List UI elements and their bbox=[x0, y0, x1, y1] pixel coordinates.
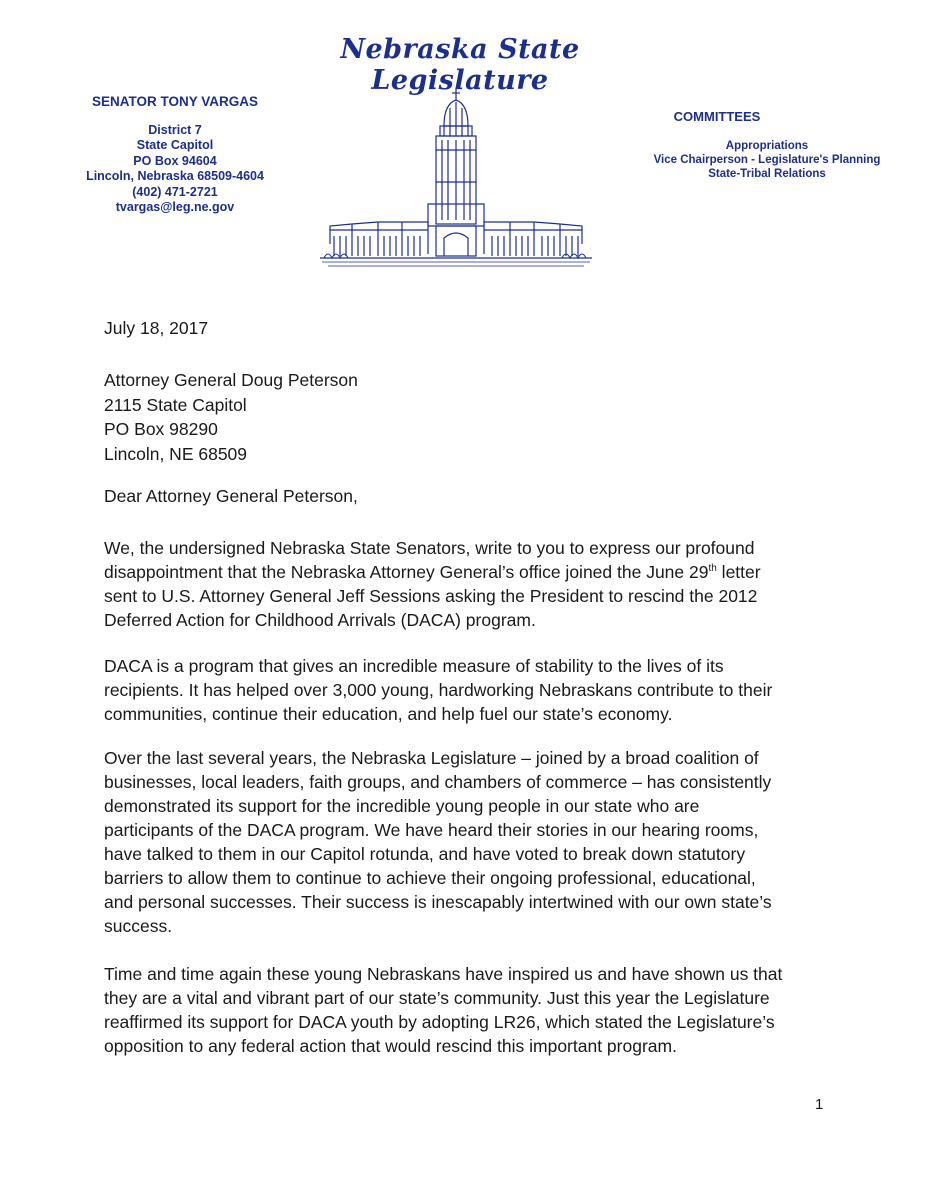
paragraph-line: success. bbox=[104, 916, 173, 936]
paragraph-line: businesses, local leaders, faith groups, and chambers of commerce – has consistently bbox=[104, 772, 772, 792]
paragraph-line: Deferred Action for Childhood Arrivals (DACA) program. bbox=[104, 610, 536, 630]
paragraph-line bbox=[104, 560, 834, 584]
recipient-address-line: 2115 State Capitol bbox=[104, 394, 247, 415]
sender-po-box: PO Box 94604 bbox=[133, 153, 217, 168]
paragraph-4 bbox=[104, 962, 834, 1058]
sender-email[interactable]: tvargas@leg.ne.gov bbox=[115, 200, 235, 214]
letter-date: July 18, 2017 bbox=[104, 318, 209, 338]
recipient-city: Lincoln, NE 68509 bbox=[104, 443, 248, 464]
recipient-address bbox=[104, 368, 358, 466]
recipient-name: Attorney General Doug Peterson bbox=[104, 370, 358, 390]
paragraph-1 bbox=[104, 536, 834, 632]
committees-heading: COMMITTEES bbox=[673, 109, 761, 124]
capitol-building-icon bbox=[318, 86, 594, 280]
committee-item: Appropriations bbox=[725, 140, 809, 152]
recipient-address-line: PO Box 98290 bbox=[104, 419, 218, 439]
salutation: Dear Attorney General Peterson, bbox=[104, 486, 358, 506]
committees-block bbox=[612, 110, 922, 181]
paragraph-line: have talked to them in our Capitol rotunda, and have voted to break down statutory bbox=[104, 844, 746, 864]
paragraph-line: sent to U.S. Attorney General Jeff Sessions asking the President to rescind the 2012 bbox=[104, 586, 758, 606]
paragraph-line: Over the last several years, the Nebraska Legislature – joined by a broad coalition of bbox=[104, 748, 759, 768]
letterhead-title: Nebraska State Legislature bbox=[340, 34, 580, 96]
paragraph-line: they are a vital and vibrant part of our state’s community. Just this year the Legislature bbox=[104, 988, 770, 1008]
committee-item: State-Tribal Relations bbox=[708, 168, 826, 180]
sender-district: District 7 bbox=[148, 122, 202, 137]
paragraph-line: demonstrated its support for the incredible young people in our state who are bbox=[104, 796, 700, 816]
paragraph-line: recipients. It has helped over 3,000 young, hardworking Nebraskans contribute to their bbox=[104, 680, 773, 700]
paragraph-line: We, the undersigned Nebraska State Senators, write to you to express our profound bbox=[104, 538, 755, 558]
paragraph-line: reaffirmed its support for DACA youth by adopting LR26, which stated the Legislature’s bbox=[104, 1012, 775, 1032]
paragraph-line: barriers to allow them to continue to achieve their ongoing professional, educational, bbox=[104, 868, 756, 888]
paragraph-line: communities, continue their education, and help fuel our state’s economy. bbox=[104, 704, 673, 724]
paragraph-line: opposition to any federal action that would rescind this important program. bbox=[104, 1036, 677, 1056]
paragraph-3 bbox=[104, 746, 834, 938]
ordinal-suffix: th bbox=[708, 563, 717, 575]
committee-item: Vice Chairperson - Legislature's Planning bbox=[653, 154, 881, 166]
paragraph-line: and personal successes. Their success is inescapably intertwined with our own state’s bbox=[104, 892, 772, 912]
sender-name: SENATOR TONY VARGAS bbox=[91, 94, 259, 109]
paragraph-line: DACA is a program that gives an incredible measure of stability to the lives of its bbox=[104, 656, 724, 676]
paragraph-line: participants of the DACA program. We have heard their stories in our hearing rooms, bbox=[104, 820, 759, 840]
sender-block bbox=[40, 94, 310, 216]
paragraph-2 bbox=[104, 654, 834, 726]
line-text: disappointment that the Nebraska Attorney General’s office joined the June 29 bbox=[104, 562, 709, 582]
sender-city: Lincoln, Nebraska 68509-4604 bbox=[86, 169, 264, 183]
page-number: 1 bbox=[815, 1096, 824, 1113]
line-text: letter bbox=[716, 562, 761, 582]
sender-office: State Capitol bbox=[136, 138, 214, 152]
sender-phone: (402) 471-2721 bbox=[132, 184, 218, 199]
paragraph-line: Time and time again these young Nebraskans have inspired us and have shown us that bbox=[104, 964, 783, 984]
